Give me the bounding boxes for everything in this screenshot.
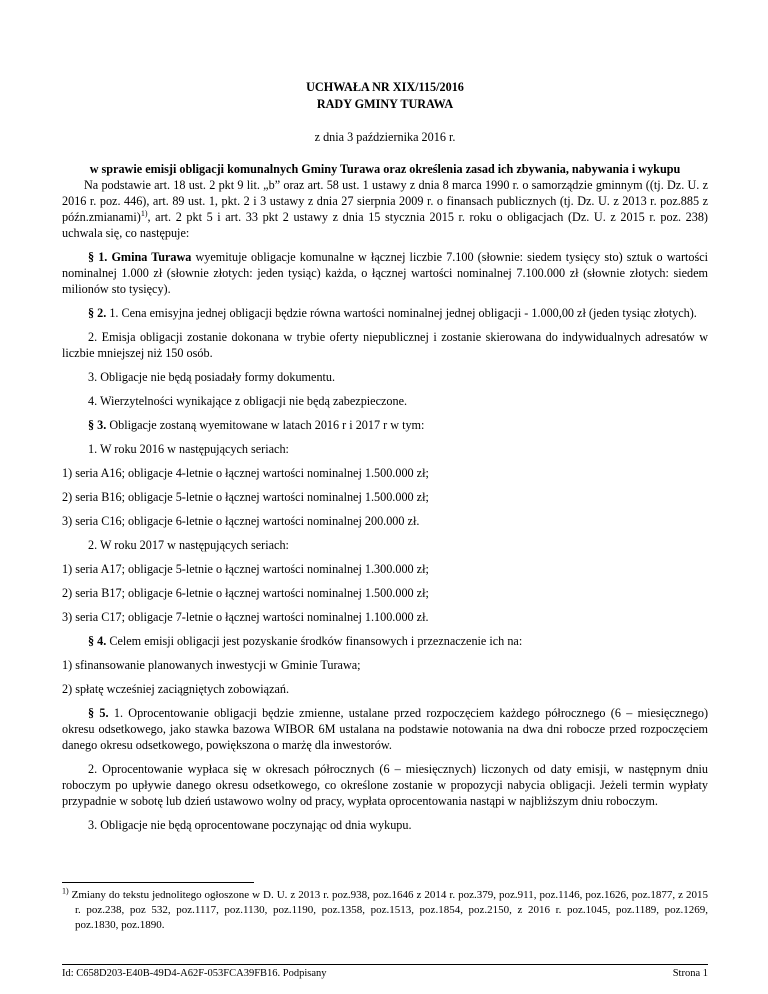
section-1-text: wyemituje obligacje komunalne w łącznej liczbie 7.100 (słownie: siedem tysięcy sto) sztuk o wartości nominalnej 1.000 zł (słownie złotych: jeden tysiąc) każda, o łącznej wartości nominalnej 7.100.000 zł (słownie złotych: siedem milionów sto tysięcy). xyxy=(62,250,709,296)
resolution-number: UCHWAŁA NR XIX/115/2016 xyxy=(306,80,464,94)
section-text: Obligacje zostaną wyemitowane w latach 2016 r i 2017 r w tym: xyxy=(106,418,425,432)
section-text: Celem emisji obligacji jest pozyskanie środków finansowych i przeznaczenie ich na: xyxy=(106,634,523,648)
section-text: 1. Oprocentowanie obligacji będzie zmienne, ustalane przed rozpoczęciem każdego półrocznego (6 – miesięcznego) okresu odsetkowego, jako stawka bazowa WIBOR 6M ustalana na podstawie notowania na dwa dni robocze przed rozpoczęciem danego okresu odsetkowego, powiększona o marżę dla inwestorów. xyxy=(62,706,708,752)
footnote-reference[interactable]: 1) xyxy=(140,208,148,218)
list-item: 3) seria C16; obligacje 6-letnie o łącznej wartości nominalnej 200.000 zł. xyxy=(62,514,420,528)
section-2-point-3: 3. Obligacje nie będą posiadały formy dokumentu. xyxy=(88,370,336,384)
section-text: 1. Cena emisyjna jednej obligacji będzie równa wartości nominalnej jednej obligacji - 1.000,00 zł (jeden tysiąc złotych). xyxy=(106,306,697,320)
list-item: 3) seria C17; obligacje 7-letnie o łącznej wartości nominalnej 1.100.000 zł. xyxy=(62,610,429,624)
document-id: Id: C658D203-E40B-49D4-A62F-053FCA39FB16. Podpisany xyxy=(62,968,327,979)
legal-basis-text-cont: , art. 2 pkt 5 i art. 33 pkt 2 ustawy z dnia 15 stycznia 2015 r. roku o obligacjach (Dz. U. z 2015 r. poz. 238) uchwala się, co następuje: xyxy=(62,210,708,240)
list-item: 2) seria B16; obligacje 5-letnie o łącznej wartości nominalnej 1.500.000 zł; xyxy=(62,490,429,504)
section-5-point-1 xyxy=(62,705,708,753)
section-5-point-3: 3. Obligacje nie będą oprocentowane poczynając od dnia wykupu. xyxy=(88,818,412,832)
section-mark: § 4. xyxy=(88,634,107,648)
section-mark: § 2. xyxy=(88,306,107,320)
footnote-mark: 1) xyxy=(62,886,69,896)
resolution-date: z dnia 3 października 2016 r. xyxy=(314,130,456,144)
section-mark: § 5. xyxy=(88,706,109,720)
list-item: 1) sfinansowanie planowanych inwestycji w Gminie Turawa; xyxy=(62,658,361,672)
section-3-point-2: 2. W roku 2017 w następujących seriach: xyxy=(88,538,289,552)
document-header xyxy=(62,0,708,113)
section-2-point-1 xyxy=(62,305,708,321)
section-1 xyxy=(62,249,708,297)
section-mark: § 1. xyxy=(88,250,108,264)
section-2-point-4: 4. Wierzytelności wynikające z obligacji nie będą zabezpieczone. xyxy=(88,394,408,408)
list-item: 2) spłatę wcześniej zaciągniętych zobowiązań. xyxy=(62,682,290,696)
section-5-point-2: 2. Oprocentowanie wypłaca się w okresach półrocznych (6 – miesięcznych) liczonych od daty emisji, w następnym dniu roboczym po upływie danego okresu odsetkowego, co określone zostanie w propozycji nabycia obligacji. Jeżeli termin wypłaty przypadnie w sobotę lub dzień ustawowo wolny od pracy, wypłata oprocentowania nastąpi w najbliższym dniu roboczym. xyxy=(62,762,708,808)
section-3 xyxy=(62,417,708,433)
list-item: 1) seria A17; obligacje 5-letnie o łącznej wartości nominalnej 1.300.000 zł; xyxy=(62,562,429,576)
footnote-text: Zmiany do tekstu jednolitego ogłoszone w D. U. z 2013 r. poz.938, poz.1646 z 2014 r. poz.379, poz.911, poz.1146, poz.1626, poz.1877, z 2015 r. poz.238, poz 532, poz.1117, poz.1130, poz.1190, poz.1358, poz.1513, poz.1854, poz.2150, z 2016 r. poz.1045, poz.1189, poz.1269, poz.1830, poz.1890. xyxy=(68,889,708,931)
section-2-point-2: 2. Emisja obligacji zostanie dokonana w trybie oferty niepublicznej i zostanie skierowana do indywidualnych adresatów w liczbie mniejszej niż 150 osób. xyxy=(62,330,708,360)
legal-basis-paragraph xyxy=(62,177,708,241)
resolution-subject: w sprawie emisji obligacji komunalnych Gminy Turawa oraz określenia zasad ich zbywania, nabywania i wykupu xyxy=(89,162,681,176)
page-number: Strona 1 xyxy=(672,968,708,979)
footnote-separator xyxy=(62,882,254,883)
footer-divider xyxy=(62,964,708,965)
section-3-point-1: 1. W roku 2016 w następujących seriach: xyxy=(88,442,289,456)
council-name: RADY GMINY TURAWA xyxy=(316,97,454,111)
list-item: 1) seria A16; obligacje 4-letnie o łącznej wartości nominalnej 1.500.000 zł; xyxy=(62,466,429,480)
footnote xyxy=(62,888,708,933)
legal-basis-text: Na podstawie art. 18 ust. 2 pkt 9 lit. „b” oraz art. 58 ust. 1 ustawy z dnia 8 marca 1990 r. o samorządzie gminnym ((tj. Dz. U. z 2016 r. poz. 446), art. 89 ust. 1, pkt. 2 i 3 ustawy z dnia 27 sierpnia 2009 r. o finansach publicznych (tj. Dz. U. z 2013 r. poz.885 z późn.zmianami) xyxy=(62,178,708,224)
list-item: 2) seria B17; obligacje 6-letnie o łącznej wartości nominalnej 1.500.000 zł; xyxy=(62,586,429,600)
section-mark: § 3. xyxy=(88,418,107,432)
issuer-name: Gmina Turawa xyxy=(111,250,192,264)
section-4 xyxy=(62,633,708,649)
